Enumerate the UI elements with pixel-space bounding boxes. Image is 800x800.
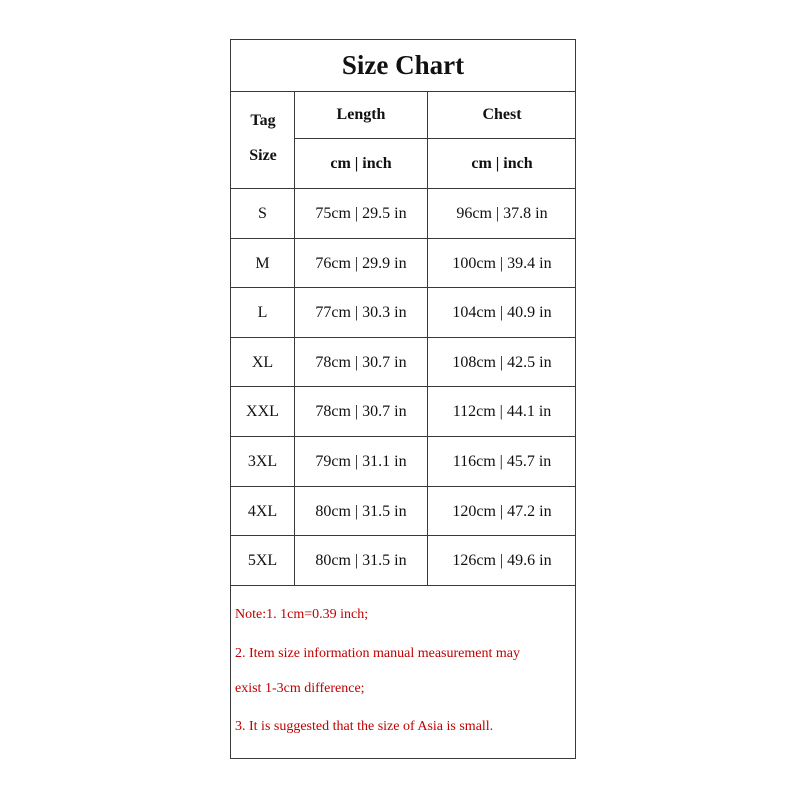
size-cell: S [258,204,267,222]
length-unit-header: cm | inch [330,154,392,172]
row-divider [231,585,575,586]
chest-cell: 116cm | 45.7 in [452,452,552,470]
size-cell: 3XL [247,452,278,470]
chest-cell: 120cm | 47.2 in [452,502,552,520]
tag-size-label-line1: Tag [250,112,276,129]
size-cell: 5XL [247,551,278,569]
length-cell: 75cm | 29.5 in [315,204,407,222]
chest-cell: 108cm | 42.5 in [452,353,552,371]
size-cell: L [257,303,268,321]
length-header: Length [336,106,386,123]
length-cell: 80cm | 31.5 in [315,502,407,520]
size-cell: XXL [246,402,279,420]
note-line-1: Note:1. 1cm=0.39 inch; [235,607,369,622]
length-cell: 77cm | 30.3 in [315,303,407,321]
chest-header: Chest [482,106,522,123]
note-line-3: exist 1-3cm difference; [235,681,365,696]
size-cell: XL [251,353,274,371]
chest-cell: 112cm | 44.1 in [452,402,552,420]
chest-cell: 100cm | 39.4 in [452,254,552,272]
note-line-4: 3. It is suggested that the size of Asia is small. [235,719,494,734]
chest-cell: 96cm | 37.8 in [456,204,548,222]
size-chart-table [230,39,576,759]
chart-title: Size Chart [231,40,575,92]
length-cell: 76cm | 29.9 in [315,254,407,272]
length-cell: 79cm | 31.1 in [315,452,407,470]
note-line-2: 2. Item size information manual measurement may [235,646,520,661]
notes-section [231,585,575,759]
length-cell: 78cm | 30.7 in [315,353,407,371]
chest-unit-header: cm | inch [471,154,533,172]
chest-cell: 104cm | 40.9 in [452,303,552,321]
length-cell: 78cm | 30.7 in [315,402,407,420]
chest-cell: 126cm | 49.6 in [452,551,552,569]
size-cell: 4XL [247,502,278,520]
size-cell: M [255,254,270,272]
header-divider [295,138,576,139]
tag-size-label-line2: Size [249,147,277,164]
length-cell: 80cm | 31.5 in [315,551,407,569]
